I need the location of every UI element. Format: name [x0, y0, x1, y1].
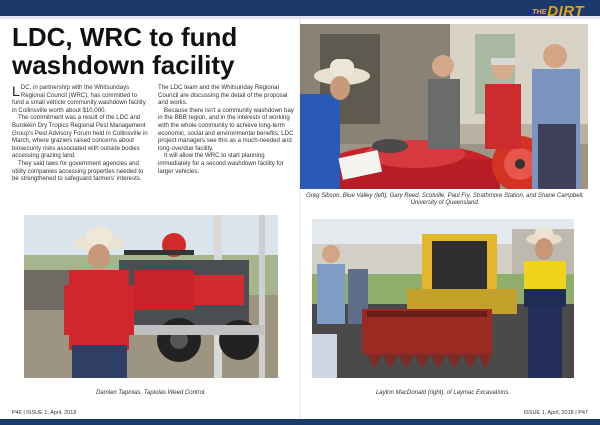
article-paragraph-1 — [12, 84, 148, 114]
logo-dirt: DIRT — [547, 3, 584, 20]
bottom-banner — [0, 419, 600, 425]
article-paragraph-2: The commitment was a result of the LDC and Burdekin Dry Tropics Regional Pest Management Group's Pest Advisory Forum held in Collinsville in March, where graziers raised concerns about biosecurity risks associated with outside bodies accessing grazing land. — [12, 114, 148, 160]
article-body — [12, 84, 294, 209]
article-title: LDC, WRC to fund washdown facility — [12, 22, 238, 80]
caption-spray-vehicle: Damien Tapiolas, Tapiolas Weed Control. — [96, 390, 206, 396]
photo-spray-vehicle-art — [24, 215, 278, 378]
photo-bobcat-mulcher — [312, 219, 574, 378]
photo-group-meeting — [300, 24, 588, 189]
the-dirt-logo — [532, 3, 584, 19]
photo-group-meeting-art — [300, 24, 588, 189]
photo-bobcat-mulcher-art — [312, 219, 574, 378]
photo-spray-vehicle — [24, 215, 278, 378]
caption-group-meeting: Greg Sibson, Blue Valley (left), Gary Reed, Scotville, Paul Fry, Strathmore Station, and Shane Campbell, University of Queensland. — [306, 193, 584, 207]
article-paragraph-4: Because there isn't a community washdown bay in the BBB region, and in the interests of working with the whole community to achieve long-term economic, social and environmental benefits, LDC project managers see this as a much-needed and long-overdue facility. — [158, 106, 294, 152]
article-paragraph-3: They said laws for government agencies and utility companies accessing properties needed to be strengthened to safeguard farmers' interests. The LDC team and the Whitsunday Regional Council are discussing the detail of the proposal and works. — [12, 84, 288, 183]
drop-cap: L — [12, 83, 20, 99]
caption-bobcat-mulcher: Layton MacDonald (right), of Laymac Excavations. — [375, 390, 511, 396]
article-paragraph-1-text: DC, in partnership with the Whitsundays Regional Council (WRC), has committed to fund a small vehicle community washdown facility in Collinsville worth about $10,000. — [12, 84, 146, 114]
footer-page-left: P46 | ISSUE 1, April, 2018 — [12, 410, 77, 416]
top-banner — [0, 0, 600, 16]
footer-page-right: ISSUE 1, April, 2018 | P47 — [523, 410, 588, 416]
logo-the: THE — [532, 9, 547, 16]
article-paragraph-5: It will allow the WRC to start planning immediately for a second washdown facility for larger vehicles. — [158, 152, 284, 175]
